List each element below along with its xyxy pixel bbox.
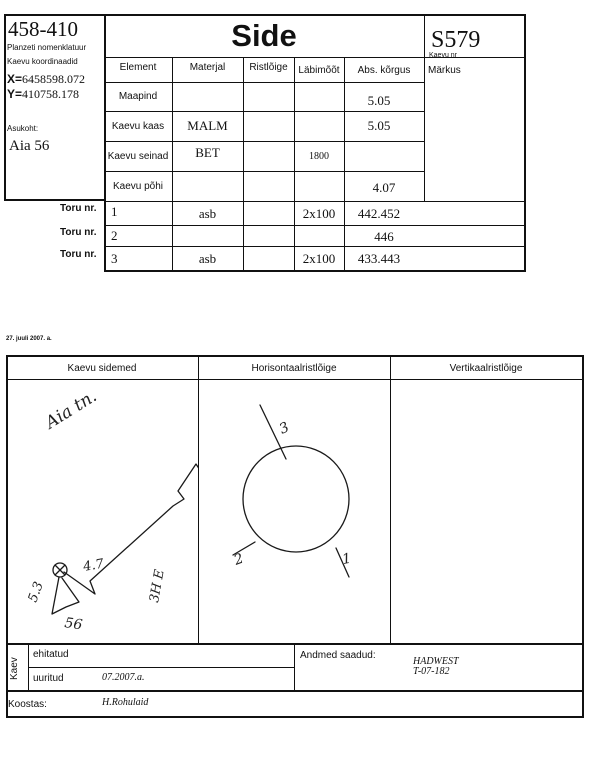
sketch-dimension-2: 4.7 — [82, 556, 106, 575]
surveyed-value: 07.2007.a. — [102, 672, 145, 683]
sketch-cable-label: 3H E — [147, 568, 168, 604]
document-date: 27. juuli 2007. a. — [6, 336, 52, 342]
page-title: Side — [231, 17, 297, 53]
pipe-3-label: 3 — [276, 419, 292, 438]
pipe-label: Toru nr. — [60, 249, 97, 260]
col-header-horizontal-section: Horisontaalristlõige — [251, 362, 337, 374]
sketch-dimension-1: 5.3 — [25, 579, 47, 605]
connections-sketch — [8, 381, 198, 643]
map-sheet-number: 458-410 — [8, 17, 78, 41]
well-number-label: Kaevu nr — [429, 52, 458, 59]
table-row-element: Kaevu kaas — [111, 120, 165, 132]
table-row-material: MALM — [187, 118, 228, 133]
col-header-vertical-section: Vertikaalristlõige — [449, 362, 523, 374]
pipe-height: 446 — [374, 228, 394, 244]
remarks-label: Märkus — [428, 65, 461, 76]
col-header-connections: Kaevu sidemed — [67, 362, 137, 374]
pipe-2-label: 2 — [231, 550, 246, 569]
table-row-height: 5.05 — [367, 92, 391, 108]
coords-label: Kaevu koordinaadid — [7, 57, 78, 66]
data-source-reference: T-07-182 — [413, 666, 450, 677]
pipe-material: asb — [198, 251, 217, 266]
table-row-height: 4.07 — [372, 179, 396, 195]
pipe-diameter: 2x100 — [302, 206, 336, 221]
table-row-diameter: 1800 — [309, 150, 329, 162]
table-row-element: Kaevu põhi — [112, 180, 164, 192]
col-header-element: Element — [119, 62, 157, 73]
pipe-label: Toru nr. — [60, 203, 97, 214]
pipe-number: 1 — [111, 204, 118, 219]
pipe-1-label: 1 — [340, 550, 353, 568]
table-row-height: 5.05 — [367, 118, 391, 133]
map-sheet-label: Planzeti nomenklatuur — [7, 43, 87, 52]
compiled-label: Koostas: — [8, 699, 47, 710]
col-header-height: Abs. kõrgus — [357, 65, 411, 76]
well-circle — [243, 446, 349, 552]
well-side-label: Kaev — [9, 657, 20, 680]
location-value: Aia 56 — [9, 138, 50, 154]
sketch-street-label: Aia tn. — [42, 386, 101, 434]
col-header-material: Materjal — [189, 62, 226, 73]
sketch-house-outline — [52, 577, 79, 614]
compiled-value: H.Rohulaid — [102, 697, 149, 708]
table-row-material: BET — [195, 145, 220, 160]
pipe-label: Toru nr. — [60, 227, 97, 238]
pipe-number: 3 — [111, 251, 118, 266]
table-row-element: Maapind — [118, 91, 158, 102]
well-number: S579 — [431, 27, 481, 53]
data-source-label: Andmed saadud: — [300, 650, 376, 661]
location-label: Asukoht: — [7, 124, 39, 133]
y-coordinate: Y=410758.178 — [7, 87, 80, 101]
col-header-section: Ristlõige — [249, 62, 288, 73]
pipe-number: 2 — [111, 228, 118, 243]
table-row-element: Kaevu seinad — [107, 150, 169, 162]
built-label: ehitatud — [33, 649, 69, 660]
pipe-height: 433.443 — [357, 251, 401, 266]
sketch-house-number: 56 — [63, 615, 84, 634]
horizontal-section-sketch — [200, 381, 390, 643]
x-coordinate: X=6458598.072 — [7, 72, 86, 86]
data-source-value: HADWEST — [413, 656, 459, 667]
pipe-height: 442.452 — [357, 206, 401, 221]
pipe-diameter: 2x100 — [302, 251, 336, 266]
surveyed-label: uuritud — [33, 673, 64, 684]
pipe-material: asb — [198, 206, 217, 221]
col-header-diameter: Läbimõõt — [298, 65, 340, 76]
